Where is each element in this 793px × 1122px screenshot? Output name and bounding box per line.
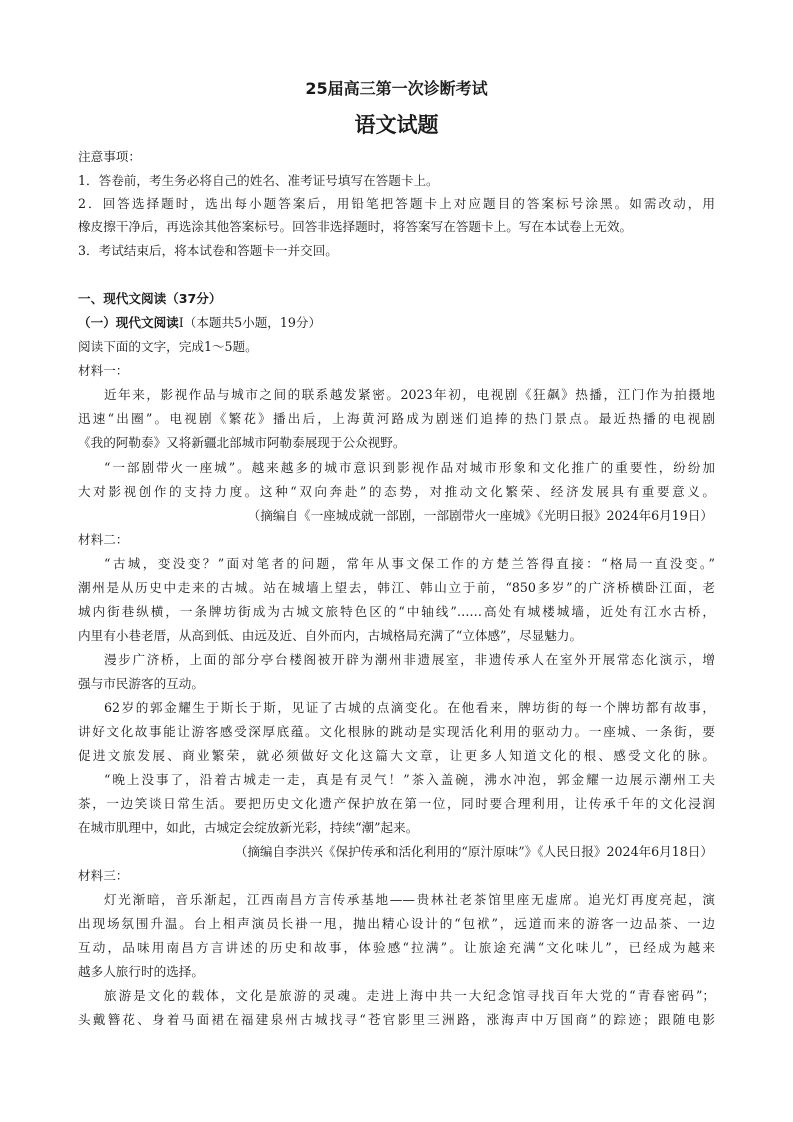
material-3-label: 材料三： <box>78 868 129 883</box>
material-2-line: 茶，一边笑谈日常生活。要把历史文化遗产保护放在第一位，同时要合理利用，让传承千年的文化浸润 <box>78 796 715 811</box>
material-3-line: 旅游是文化的载体，文化是旅游的灵魂。走进上海中共一大纪念馆寻找百年大党的“青春密码”； <box>104 988 715 1003</box>
subsection-heading <box>78 315 715 331</box>
material-2-line: 促进文旅发展、商业繁荣，就必须做好文化这篇大文章，让更多人知道文化的根、感受文化的脉。 <box>78 748 715 763</box>
material-1-line: 近年来，影视作品与城市之间的联系越发紧密。2023年初，电视剧《狂飙》热播，江门作为拍摄地 <box>104 387 715 402</box>
notes-item-3: 3．考试结束后，将本试卷和答题卡一并交回。 <box>78 243 338 258</box>
material-2-line: 在城市肌理中，如此，古城定会绽放新光彩，持续“潮”起来。 <box>78 820 419 835</box>
exam-title: 25届高三第一次诊断考试 <box>305 79 488 98</box>
material-3-line: 互动，品味用南昌方言讲述的历史和故事，体验感“拉满”。让旅途充满“文化味儿”，已经成为越来 <box>78 940 715 955</box>
notes-item-2-line-1: 2．回答选择题时，选出每小题答案后，用铅笔把答题卡上对应题目的答案标号涂黑。如需改动，用 <box>78 196 715 211</box>
subject-title: 语文试题 <box>354 113 439 137</box>
section-heading: 一、现代文阅读（37分） <box>78 291 222 306</box>
material-3-line: 出现场氛围升温。台上相声演员长褂一甩，抛出精心设计的“包袱”，远道而来的游客一边品茶、一边 <box>78 916 715 931</box>
notes-item-1: 1．答卷前，考生务必将自己的姓名、准考证号填写在答题卡上。 <box>78 173 439 188</box>
material-1-source: （摘编自《一座城成就一部剧，一部剧带火一座城》《光明日报》2024年6月19日） <box>247 508 713 523</box>
notes-item-2-line-2: 橡皮擦干净后，再选涂其他答案标号。回答非选择题时，将答案写在答题卡上。写在本试卷上无效。 <box>78 219 633 234</box>
material-2-line: “古城，变没变？”面对笔者的问题，常年从事文保工作的方楚兰答得直接：“格局一直没变。” <box>104 556 715 571</box>
material-2-line: 漫步广济桥，上面的部分亭台楼阁被开辟为潮州非遗展室，非遗传承人在室外开展常态化演示，增 <box>104 652 715 667</box>
material-1-line: “一部剧带火一座城”。越来越多的城市意识到影视作品对城市形象和文化推广的重要性，纷纷加 <box>104 460 715 475</box>
material-2-source: （摘编自李洪兴《保护传承和活化利用的“原汁原味”》《人民日报》2024年6月18日） <box>234 844 713 859</box>
material-1-line: 迅速“出圈”。电视剧《繁花》播出后，上海黄河路成为剧迷们追捧的热门景点。最近热播的电视剧 <box>78 411 715 426</box>
material-3-line: 头戴簪花、身着马面裙在福建泉州古城找寻“苍官影里三洲路，涨海声中万国商”的踪迹；跟随电影 <box>78 1012 715 1027</box>
subsection-detail: I（本题共5小题，19分） <box>178 315 322 330</box>
material-2-line: 62岁的郭金耀生于斯长于斯，见证了古城的点滴变化。在他看来，牌坊街的每一个牌坊都有故事， <box>104 700 715 715</box>
material-3-line: 越多人旅行时的选择。 <box>78 964 204 979</box>
material-2-line: “晚上没事了，沿着古城走一走，真是有灵气！”茶入盖碗，沸水冲泡，郭金耀一边展示潮州工夫 <box>104 772 715 787</box>
material-1-line: 《我的阿勒泰》又将新疆北部城市阿勒泰展现于公众视野。 <box>78 435 406 450</box>
material-2-line: 强与市民游客的互动。 <box>78 676 204 691</box>
reading-instruction: 阅读下面的文字，完成1～5题。 <box>78 339 258 354</box>
material-2-line: 讲好文化故事能让游客感受深厚底蕴。文化根脉的跳动是实现活化利用的驱动力。一座城、一条街，要 <box>78 724 715 739</box>
subsection-title: （一）现代文阅读 <box>78 315 179 330</box>
material-2-line: 内里有小巷老厝，从高到低、由远及近、自外而内，古城格局充满了“立体感”，尽显魅力。 <box>78 628 583 643</box>
material-2-line: 城内街巷纵横，一条牌坊街成为古城文旅特色区的“中轴线”……高处有城楼城墙，近处有江水古桥， <box>78 604 715 619</box>
material-2-line: 潮州是从历史中走来的古城。站在城墙上望去，韩江、韩山立于前，“850多岁”的广济桥横卧江面，老 <box>78 580 715 595</box>
material-3-line: 灯光渐暗，音乐渐起，江西南昌方言传承基地——贵林社老茶馆里座无虚席。追光灯再度亮起，演 <box>104 892 715 907</box>
material-2-label: 材料二： <box>78 532 129 547</box>
material-1-label: 材料一： <box>78 363 129 378</box>
material-1-line: 大对影视创作的支持力度。这种“双向奔赴”的态势，对推动文化繁荣、经济发展具有重要意义。 <box>78 484 715 499</box>
notes-heading: 注意事项： <box>78 149 141 164</box>
